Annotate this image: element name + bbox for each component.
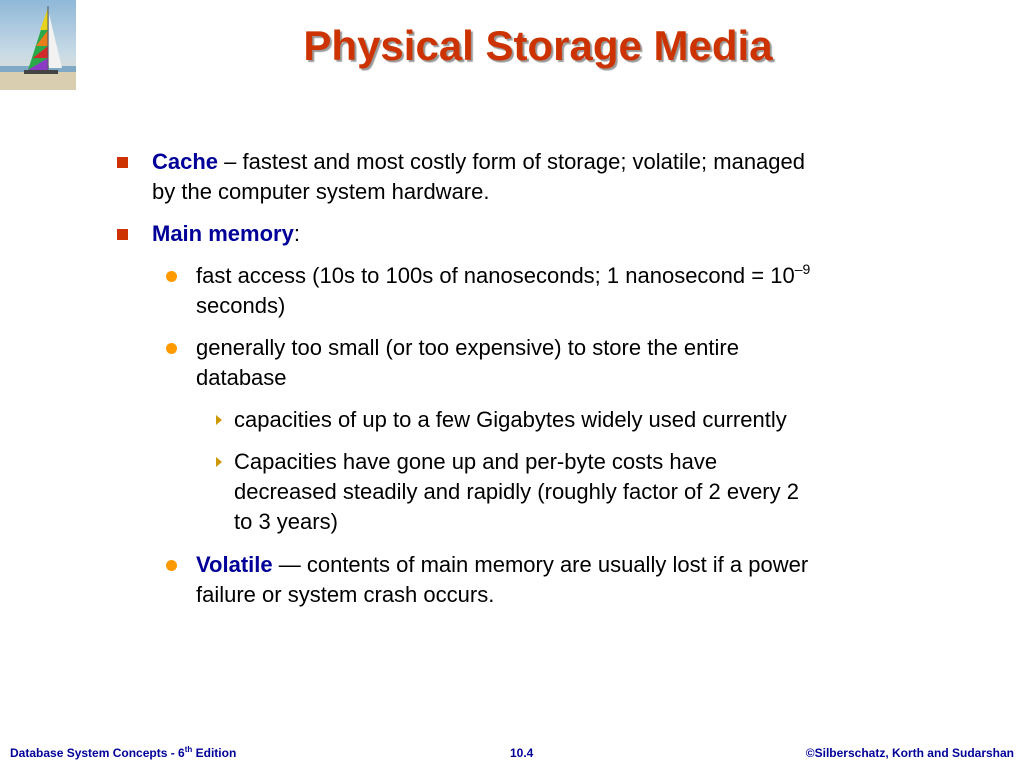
bullet-fast-access [196,261,926,321]
capacities-trend-line3: to 3 years) [234,509,338,534]
footer-ordinal: th [184,745,193,754]
bullet-volatile [196,550,926,610]
bullet-capacities-trend [234,447,914,537]
bullet-cache [152,147,922,207]
bullet-too-small [196,333,926,393]
footer-book-title-post: Edition [192,746,237,760]
circle-bullet-icon [166,271,177,282]
too-small-line2: database [196,365,287,390]
arrow-bullet-icon [216,415,222,425]
footer-slide-number: 10.4 [510,746,534,760]
volatile-line1: — contents of main memory are usually lost if a power [272,552,809,577]
fast-access-line1: fast access (10s to 100s of nanoseconds; 1 nanosecond = 10 [196,263,795,288]
square-bullet-icon [117,157,128,168]
circle-bullet-icon [166,560,177,571]
circle-bullet-icon [166,343,177,354]
footer-book-title-pre: Database System Concepts - 6 [10,746,185,760]
term-cache: Cache [152,149,219,174]
cache-text-line1: – fastest and most costly form of storage; volatile; managed [218,149,805,174]
slide-title: Physical Storage Media [303,22,773,69]
footer-copyright: ©Silberschatz, Korth and Sudarshan [805,746,1014,760]
arrow-bullet-icon [216,457,222,467]
footer-book-title [10,746,236,760]
capacities-trend-line1: Capacities have gone up and per-byte costs have [234,449,718,474]
bullet-capacities-current [234,405,914,435]
term-main-memory: Main memory [152,221,294,246]
square-bullet-icon [117,229,128,240]
capacities-trend-line2: decreased steadily and rapidly (roughly factor of 2 every 2 [234,479,799,504]
cache-text-line2: by the computer system hardware. [152,179,490,204]
capacities-current-text: capacities of up to a few Gigabytes widely used currently [234,407,787,432]
bullet-main-memory [152,219,922,249]
fast-access-line2: seconds) [196,293,286,318]
too-small-line1: generally too small (or too expensive) to store the entire [196,335,739,360]
volatile-line2: failure or system crash occurs. [196,582,495,607]
main-memory-colon: : [293,221,300,246]
exponent: –9 [794,261,811,277]
term-volatile: Volatile [196,552,273,577]
